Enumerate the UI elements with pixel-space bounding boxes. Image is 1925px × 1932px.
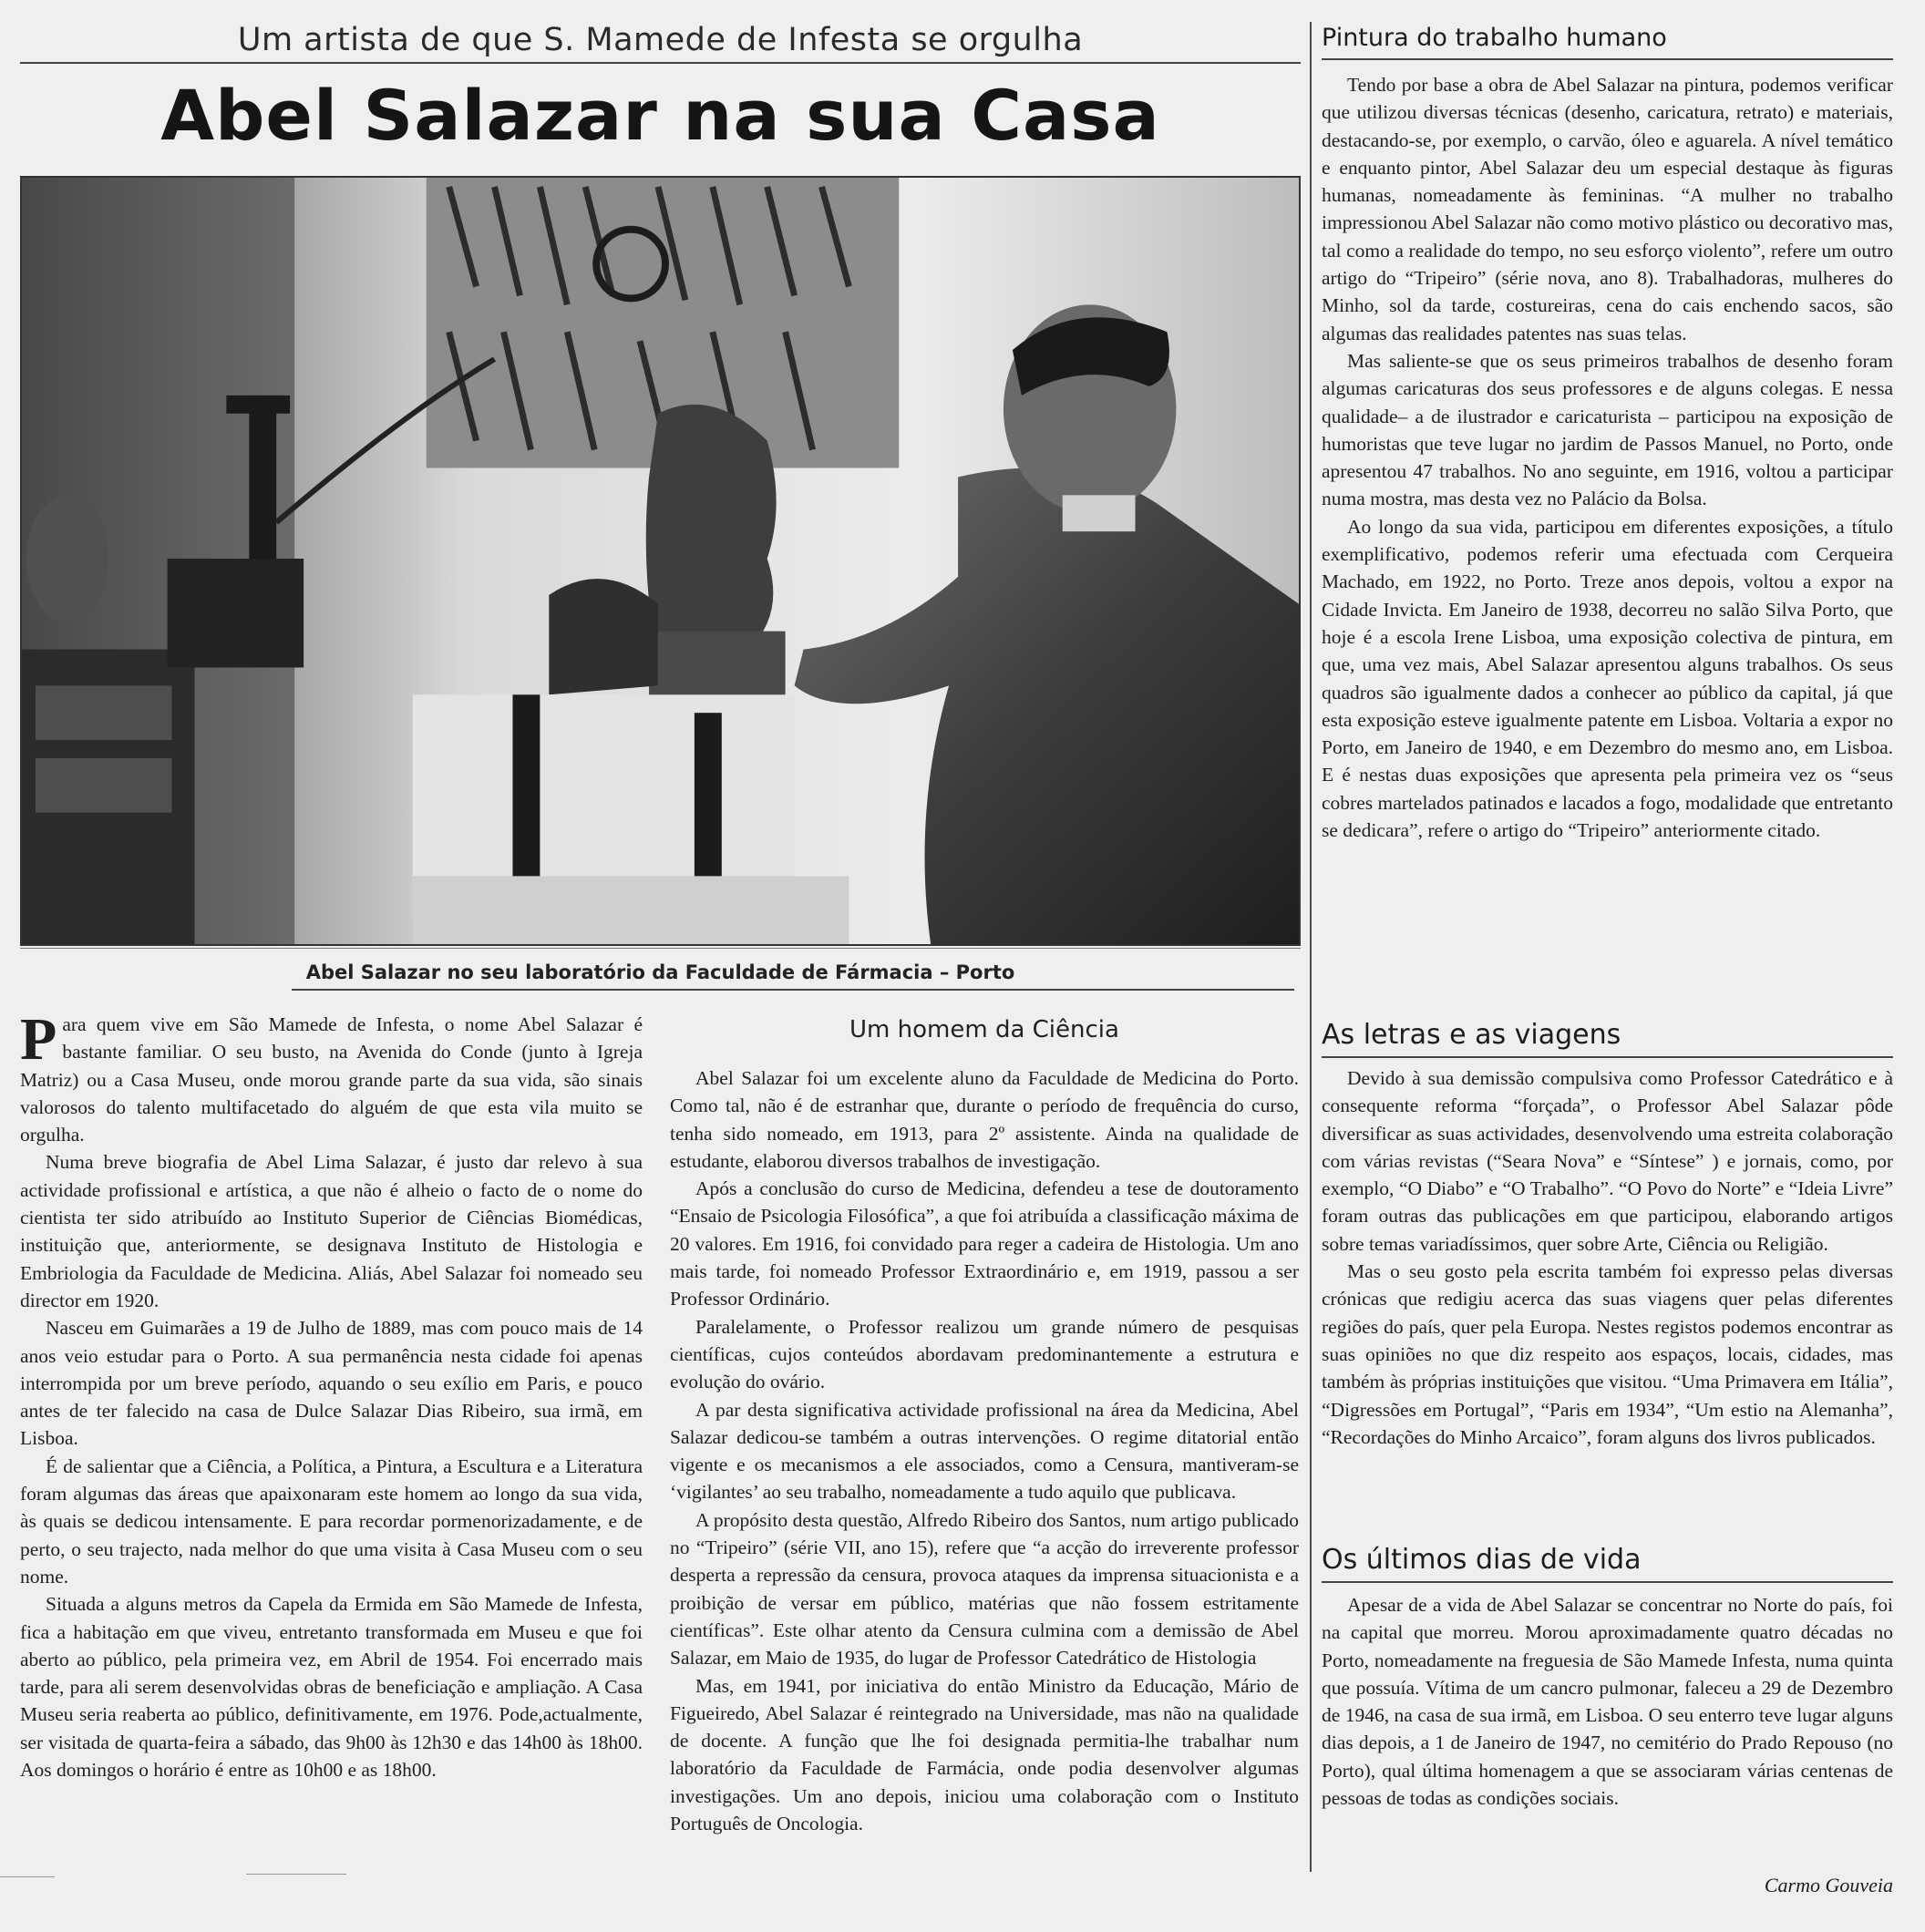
section-rule [1322, 1581, 1893, 1583]
paragraph: Abel Salazar foi um excelente aluno da Faculdade de Medicina do Porto. Como tal, não é de estranhar que, durante o período de frequência do curso, tenha sido nomeado, em 1913, para 2º assistente. Ainda na qualidade de estudante, elaborou diversos trabalhos de investigação. [670, 1067, 1299, 1172]
article-column-intro [20, 1011, 643, 1872]
intro-paragraph [20, 1011, 643, 1148]
kicker-rule [20, 62, 1301, 64]
footer-mark [246, 1874, 346, 1875]
section-rule [1322, 1056, 1893, 1058]
paragraph: Paralelamente, o Professor realizou um grande número de pesquisas científicas, cujos conteúdos abordavam predominantemente a estrutura e evolução do ovário. [670, 1315, 1299, 1393]
paragraph: Mas, em 1941, por iniciativa do então Ministro da Educação, Mário de Figueiredo, Abel Salazar é reintegrado na Universidade, mas não na qualidade de docente. A função que lhe foi designada permitia-lhe trabalhar num laboratório da Faculdade de Farmácia, onde podia desenvolver algumas investigações. Um ano depois, iniciou uma colaboração com o Instituto Português de Oncologia. [670, 1674, 1299, 1835]
paragraph: Nasceu em Guimarães a 19 de Julho de 1889, mas com pouco mais de 14 anos veio estudar para o Porto. A sua permanência nesta cidade foi apenas interrompida por um breve período, aquando o seu exílio em Paris, e pouco antes de ter falecido na casa de Dulce Salazar Dias Ribeiro, sua irmã, em Lisboa. [20, 1317, 643, 1450]
drop-cap: P [20, 1011, 57, 1073]
paragraph: Numa breve biografia de Abel Lima Salazar, é justo dar relevo à sua actividade profissional e artística, a que não é alheio o facto de o nome do cientista ter sido atribuído ao Instituto Superior de Ciências Biomédicas, instituição que, anteriormente, se designava Instituto de Histologia e Embriologia da Faculdade de Medicina. Aliás, Abel Salazar foi nomeado seu director em 1920. [20, 1151, 643, 1311]
paragraph: Situada a alguns metros da Capela da Ermida em São Mamede de Infesta, fica a habitação em que viveu, entretanto transformada em Museu e que foi aberto ao público, pela primeira vez, em Abril de 1954. Foi encerrado mais tarde, para ali serem desenvolvidas obras de beneficiação e ampliação. A Casa Museu seria reaberta ao público, definitivamente, em 1976. Pode,actualmente, ser visitada de quarta-feira a sábado, das 9h00 às 12h30 e das 14h00 às 18h00. Aos domingos o horário é entre as 10h00 e as 18h00. [20, 1593, 643, 1782]
main-headline: Abel Salazar na sua Casa [160, 75, 1160, 156]
article-photo [20, 176, 1301, 946]
paragraph: Devido à sua demissão compulsiva como Professor Catedrático e à consequente reforma “forçada”, o Professor Abel Salazar pôde diversificar as suas actividades, desenvolvendo uma estreita colaboração com várias revistas (“Seara Nova” e “Síntese” ) e jornais, como, por exemplo, “O Diabo” e “O Trabalho”. “O Povo do Norte” e “Ideia Livre” foram outras das publicações em que participou, elaborando artigos sobre temas variadíssimos, quer sobre Arte, Ciência ou Religião. [1322, 1067, 1893, 1255]
paragraph-text: ara quem vive em São Mamede de Infesta, o nome Abel Salazar é bastante familiar. O seu busto, na Avenida do Conde (junto à Igreja Matriz) ou a Casa Museu, onde morou grande parte da sua vida, são sinais valorosos do talento multifacetado do alguém de que esta vila muito se orgulha. [20, 1013, 643, 1146]
section-title: As letras e as viagens [1322, 1019, 1621, 1051]
section-heading-ultimos [1322, 1541, 1893, 1583]
paragraph: Ao longo da sua vida, participou em diferentes exposições, a título exemplificativo, podemos referir uma efectuada com Cerqueira Machado, em 1922, no Porto. Treze anos depois, voltou a expor na Cidade Invicta. Em Janeiro de 1938, decorreu no salão Silva Porto, que hoje é a escola Irene Lisboa, uma exposição colectiva de pintura, em que, uma vez mais, Abel Salazar apresentou alguns trabalhos. Os seus quadros são igualmente dados a conhecer ao público da capital, já que esta exposição esteve igualmente patente em Lisboa. Voltaria a expor no Porto, em Janeiro de 1940, e em Dezembro do mesmo ano, em Lisboa. E é nestas duas exposições que apresenta pela primeira vez os “seus cobres martelados patinados e lacados a fogo, modalidade que entretanto se dedicara”, refere o artigo do “Tripeiro” anteriormente citado. [1322, 515, 1893, 842]
section-body-pintura [1322, 71, 1893, 844]
paragraph: Mas saliente-se que os seus primeiros trabalhos de desenho foram algumas caricaturas dos seus professores e de alguns colegas. E nessa qualidade– a de ilustrador e caricaturista – participou na exposição de humoristas que teve lugar no jardim de Passos Manuel, no Porto, onde apresentou 47 trabalhos. No ano seguinte, em 1916, voltou a participar numa mostra, mas desta vez no Palácio da Bolsa. [1322, 349, 1893, 510]
photo-illustration [22, 178, 1299, 944]
section-body-letras [1322, 1064, 1893, 1451]
caption-top-rule [20, 948, 1301, 949]
section-body-ultimos [1322, 1591, 1893, 1812]
paragraph: A propósito desta questão, Alfredo Ribeiro dos Santos, num artigo publicado no “Tripeiro” (série VII, ano 15), refere que “a acção do irreverente professor desperta a repressão da censura, provoca ataques da imprensa situacionista e a proibição de versar em público, matérias que não fossem estritamente científicas”. Este olhar atento da Censura culmina com a demissão de Abel Salazar, em Maio de 1935, do lugar de Professor Catedrático de Histologia [670, 1508, 1299, 1670]
photo-caption: Abel Salazar no seu laboratório da Faculdade de Fármacia – Porto [305, 961, 1015, 983]
column-divider [1310, 22, 1312, 1872]
article-column-ciencia [670, 1064, 1299, 1872]
paragraph: Apesar de a vida de Abel Salazar se concentrar no Norte do país, foi na capital que morreu. Morou aproximadamente quatro décadas no Porto, nomeadamente na freguesia de São Mamede Infesta, numa quinta que possuía. Vítima de um cancro pulmonar, faleceu a 29 de Dezembro de 1946, na casa de sua irmã, em Lisboa. O seu enterro teve lugar alguns dias depois, a 1 de Janeiro de 1947, no cemitério do Prado Repouso (no Porto), qual última homenagem a que se associaram várias centenas de pessoas de todas as condições sociais. [1322, 1594, 1893, 1810]
section-rule [1322, 58, 1893, 60]
paragraph: Após a conclusão do curso de Medicina, defendeu a tese de doutoramento “Ensaio de Psicologia Filosófica”, a que foi atribuída a classificação máxima de 20 valores. Em 1916, foi convidado para reger a cadeira de Histologia. Um ano mais tarde, foi nomeado Professor Extraordinário e, em 1919, passou a ser Professor Ordinário. [670, 1177, 1299, 1310]
paragraph: Tendo por base a obra de Abel Salazar na pintura, podemos verificar que utilizou diversas técnicas (desenho, caricatura, retrato) e materiais, destacando-se, por exemplo, o carvão, óleo e aguarela. A nível temático e enquanto pintor, Abel Salazar deu um especial destaque às figuras humanas, nomeadamente às femininas. “A mulher no trabalho impressionou Abel Salazar não como motivo plástico ou decorativo mas, tal como a realidade do tempo, no seu esforço violento”, refere um outro artigo do “Tripeiro” (série nova, ano 8). Trabalhadoras, mulheres do Minho, sol da tarde, costureiras, cena do cais enchendo sacos, são algumas das realidades patentes nas suas telas. [1322, 74, 1893, 344]
author-byline: Carmo Gouveia [1764, 1874, 1893, 1896]
footer-mark [0, 1876, 55, 1877]
paragraph: Mas o seu gosto pela escrita também foi expresso pelas diversas crónicas que redigiu acerca das suas viagens quer pelas diferentes regiões do país, quer pela Europa. Nestes registos podemos encontrar as suas opiniões no que diz respeito aos espaços, locais, cidades, mas também às próprias instituições que visitou. “Uma Primavera em Itália”, “Digressões em Portugal”, “Paris em 1934”, “Um estio na Alemanha”, “Recordações do Minho Arcaico”, foram alguns dos livros publicados. [1322, 1260, 1893, 1448]
section-heading-pintura [1322, 20, 1893, 60]
section-title: Pintura do trabalho humano [1322, 24, 1667, 52]
section-title: Os últimos dias de vida [1322, 1544, 1642, 1576]
section-subtitle-ciencia: Um homem da Ciência [849, 1016, 1119, 1043]
paragraph: A par desta significativa actividade profissional na área da Medicina, Abel Salazar dedicou-se também a outras intervenções. O regime ditatorial então vigente e os mecanismos a ele associados, como a Censura, mantiveram-se ‘vigilantes’ ao seu trabalho, nomeadamente a tudo aquilo que publicava. [670, 1398, 1299, 1504]
section-heading-letras [1322, 1016, 1893, 1058]
kicker-headline: Um artista de que S. Mamede de Infesta se orgulha [237, 22, 1084, 58]
paragraph: É de salientar que a Ciência, a Política, a Pintura, a Escultura e a Literatura foram algumas das áreas que apaixonaram este homem ao longo da sua vida, às quais se dedicou intensamente. E para recordar pormenorizadamente, e de perto, o seu trajecto, nada melhor do que uma visita à Casa Museu com o seu nome. [20, 1454, 643, 1588]
caption-bottom-rule [292, 989, 1294, 991]
